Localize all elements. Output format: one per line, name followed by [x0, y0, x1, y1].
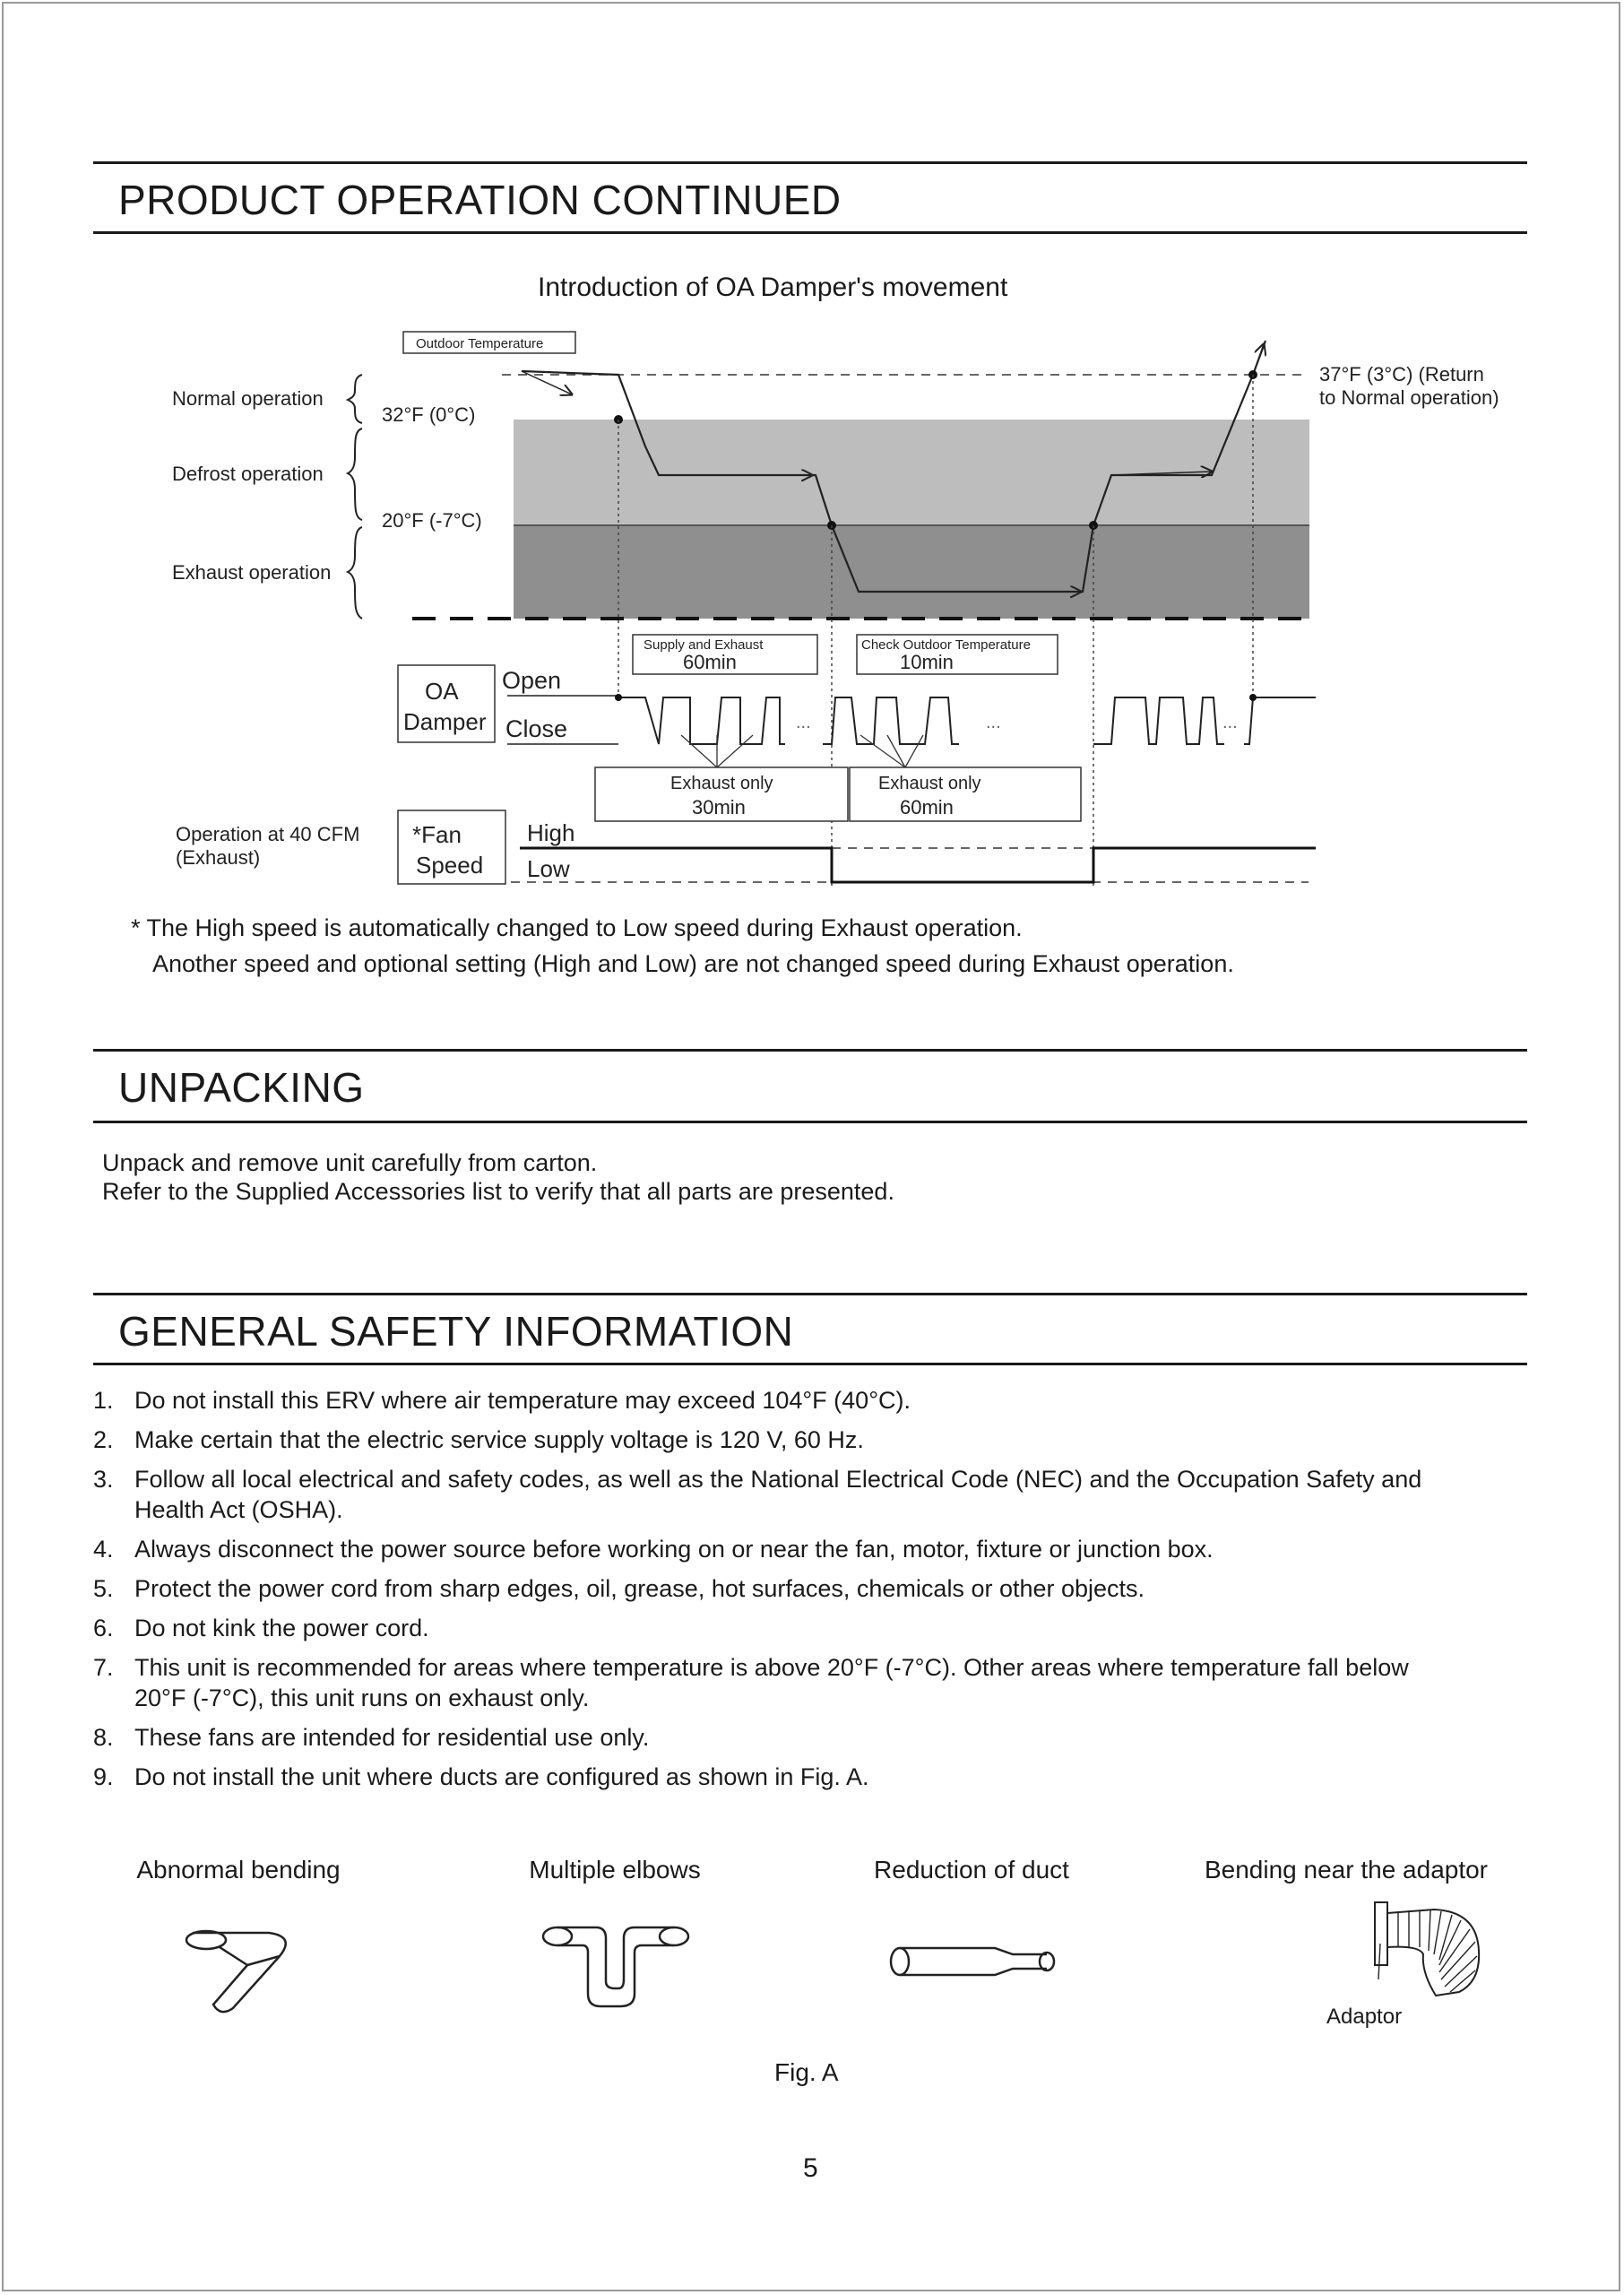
- temp-20-label: 20°F (-7°C): [382, 509, 482, 532]
- exhaust-only-1-time: 30min: [692, 796, 746, 818]
- label-exhaust-operation: Exhaust operation: [172, 561, 332, 584]
- section-rule-top-2: [93, 1049, 1527, 1052]
- item-number: 8.: [93, 1724, 114, 1751]
- item-number: 1.: [93, 1387, 114, 1414]
- item-text: Follow all local electrical and safety codes, as well as the National Electrical Code (NEC) and the Occupation Safety and Health Act (OSHA).: [134, 1466, 1422, 1523]
- list-item: [93, 1652, 1527, 1713]
- list-item: [93, 1385, 1527, 1416]
- item-number: 4.: [93, 1536, 114, 1563]
- section-title-safety: GENERAL SAFETY INFORMATION: [118, 1308, 794, 1355]
- brace-defrost: [348, 429, 362, 520]
- ellipsis-2: ...: [986, 713, 1001, 732]
- item-text: Protect the power cord from sharp edges, oil, grease, hot surfaces, chemicals or other objects.: [134, 1575, 1145, 1602]
- item-number: 5.: [93, 1575, 114, 1602]
- outdoor-temp-label: Outdoor Temperature: [416, 336, 544, 351]
- section-rule-top: [93, 161, 1527, 164]
- page-number: 5: [803, 2153, 818, 2183]
- check-outdoor-label: Check Outdoor Temperature: [861, 637, 1031, 653]
- brace-exhaust: [348, 527, 362, 619]
- section-title-product-operation: PRODUCT OPERATION CONTINUED: [118, 177, 842, 223]
- note-line1: [131, 914, 1023, 942]
- section-rule-bottom-3: [93, 1363, 1527, 1365]
- supply-exhaust-label: Supply and Exhaust: [644, 637, 764, 653]
- oa-label: OA: [425, 678, 459, 705]
- ellipsis-3: ...: [1222, 713, 1238, 732]
- note-star: *: [131, 914, 141, 941]
- list-item: [93, 1534, 1527, 1564]
- speed-label: Speed: [416, 852, 484, 879]
- fig-label-reduction-of-duct: Reduction of duct: [874, 1856, 1069, 1884]
- bending-near-adaptor-icon: [1375, 1902, 1479, 1996]
- exhaust-only-1-label: Exhaust only: [670, 774, 773, 793]
- list-item: [93, 1573, 1527, 1604]
- exhaust-only-2-label: Exhaust only: [878, 774, 981, 793]
- list-item: [93, 1762, 1527, 1792]
- item-number: 6.: [93, 1615, 114, 1641]
- item-number: 7.: [93, 1654, 114, 1681]
- label-normal-operation: Normal operation: [172, 387, 324, 410]
- item-text: These fans are intended for residential use only.: [134, 1724, 650, 1751]
- list-item: [93, 1613, 1527, 1643]
- high-label: High: [527, 819, 575, 846]
- diagram-title: Introduction of OA Damper's movement: [538, 273, 1008, 302]
- low-label: Low: [527, 855, 570, 882]
- damper-label: Damper: [403, 708, 487, 735]
- close-label: Close: [505, 715, 568, 742]
- multiple-elbows-icon: [543, 1927, 688, 2006]
- check-outdoor-time: 10min: [900, 651, 954, 673]
- reduction-of-duct-icon: [891, 1948, 1054, 1975]
- section-rule-bottom-2: [93, 1121, 1527, 1123]
- note-line1-text: The High speed is automatically changed to Low speed during Exhaust operation.: [146, 914, 1023, 941]
- fig-label-abnormal-bending: Abnormal bending: [136, 1856, 341, 1884]
- item-text: Do not install this ERV where air temperature may exceed 104°F (40°C).: [134, 1387, 911, 1414]
- item-text: Make certain that the electric service supply voltage is 120 V, 60 Hz.: [134, 1426, 864, 1453]
- fan-speed-waveform: [520, 848, 1316, 882]
- open-label: Open: [502, 667, 562, 694]
- section-title-unpacking: UNPACKING: [118, 1064, 365, 1111]
- safety-list: [93, 1385, 1527, 1801]
- item-text: Do not install the unit where ducts are configured as shown in Fig. A.: [134, 1763, 869, 1790]
- supply-exhaust-time: 60min: [683, 651, 737, 673]
- item-number: 9.: [93, 1763, 114, 1790]
- exhaust-band: [514, 525, 1309, 619]
- fan-label: *Fan: [412, 821, 462, 848]
- adaptor-label: Adaptor: [1326, 2005, 1403, 2029]
- item-text: Always disconnect the power source before working on or near the fan, motor, fixture or junction box.: [134, 1536, 1214, 1563]
- figure-caption: Fig. A: [774, 2058, 839, 2086]
- abnormal-bending-icon: [186, 1931, 286, 2012]
- unpacking-line1: Unpack and remove unit carefully from carton.: [102, 1149, 598, 1176]
- list-item: [93, 1425, 1527, 1455]
- operation-cfm-line2: (Exhaust): [176, 846, 261, 869]
- unpacking-line2: Refer to the Supplied Accessories list to verify that all parts are presented.: [102, 1178, 894, 1205]
- fig-label-multiple-elbows: Multiple elbows: [529, 1856, 701, 1884]
- item-text: Do not kink the power cord.: [134, 1615, 429, 1641]
- temp-32-label: 32°F (0°C): [382, 403, 476, 426]
- fig-label-bending-near-adaptor: Bending near the adaptor: [1204, 1856, 1489, 1884]
- section-rule-bottom: [93, 231, 1527, 234]
- fig-a-illustrations: [0, 1901, 1624, 2062]
- damper-waveform: [618, 697, 785, 744]
- ellipsis-1: ...: [796, 713, 811, 732]
- section-rule-top-3: [93, 1293, 1527, 1295]
- item-number: 2.: [93, 1426, 114, 1453]
- return-label-line1: 37°F (3°C) (Return: [1319, 363, 1484, 385]
- exhaust-only-2-time: 60min: [900, 796, 954, 818]
- list-item: [93, 1464, 1527, 1525]
- oa-damper-diagram: [0, 251, 1624, 896]
- list-item: [93, 1722, 1527, 1753]
- operation-cfm-line1: Operation at 40 CFM: [176, 823, 360, 845]
- brace-normal: [348, 375, 362, 423]
- label-defrost-operation: Defrost operation: [172, 463, 324, 485]
- item-text: This unit is recommended for areas where temperature is above 20°F (-7°C). Other areas where temperature fall below 20°F (-7°C), this unit runs on exhaust only.: [134, 1654, 1409, 1711]
- note-line2: Another speed and optional setting (High and Low) are not changed speed during Exhaust operation.: [152, 950, 1234, 977]
- item-number: 3.: [93, 1466, 114, 1493]
- return-label-line2: to Normal operation): [1319, 386, 1499, 409]
